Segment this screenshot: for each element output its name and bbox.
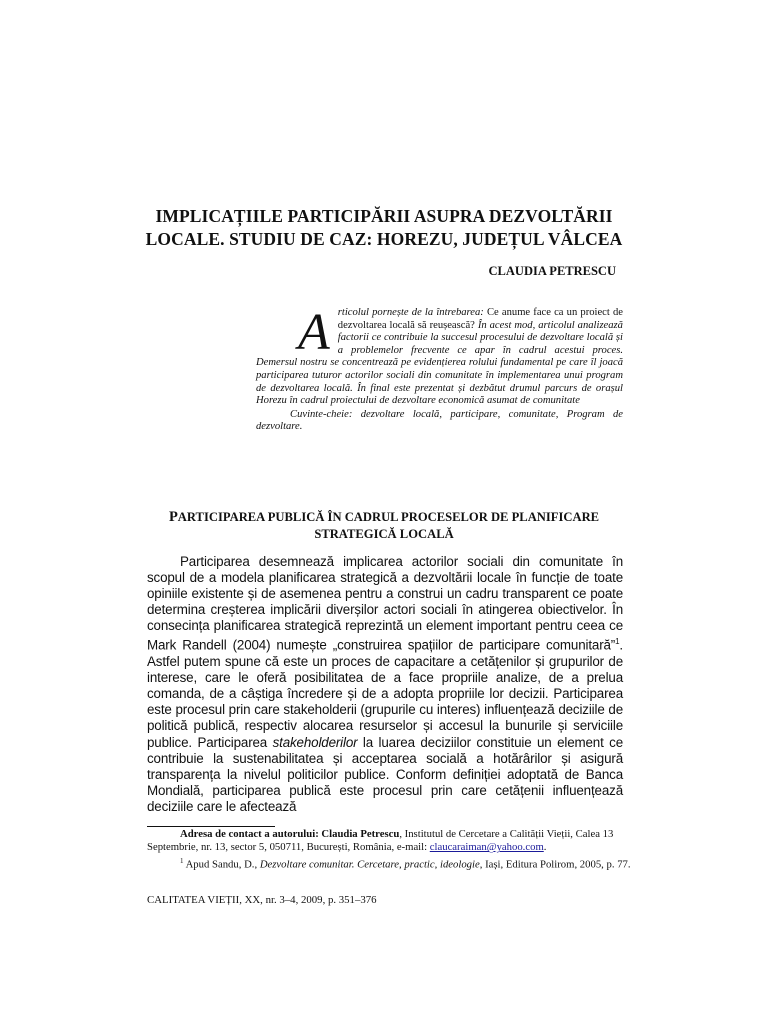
contact-name: Claudia Petrescu bbox=[321, 828, 400, 840]
section-heading bbox=[148, 509, 620, 543]
section-heading-initial: P bbox=[168, 509, 178, 525]
title-line-1: IMPLICAȚIILE PARTICIPĂRII ASUPRA DEZVOLTĂRII bbox=[155, 206, 613, 226]
body-part-2: . Astfel putem spune că este un proces de capacitare a cetățenilor și grupurilor de interese, care le oferă posibilitatea de a face propriile analize, de a prelua comanda, de a câștiga încredere și de a adopta propriile lor decizii. Participarea este procesul prin care stakeholderii (grupurile cu interes) influențează deciziile de politică publică, respectiv alocarea resurselor și accesul la bunurile și serviciile publice. Participarea bbox=[147, 637, 623, 750]
body-part-3: la luarea deciziilor constituie un element ce contribuie la sustenabilitatea și acceptarea socială a hotărârilor și asigură transparența la nivelul politicilor publice. Conform definiției adoptată de Banca Mondială, participarea publică este procesul prin care cetățenii influențează deciziile care le afectează bbox=[147, 734, 623, 814]
footnote-1 bbox=[147, 855, 639, 872]
contact-text: , Institutul de Cercetare a Calității Vieții, Calea 13 Septembrie, nr. 13, sector 5, 050711, București, România, e-mail: bbox=[147, 828, 614, 854]
footnotes bbox=[147, 828, 639, 872]
abstract-question: Ce anume face ca un proiect de dezvoltarea locală să reușească? bbox=[337, 307, 623, 331]
section-heading-line-2: STRATEGICĂ LOCALĂ bbox=[314, 527, 454, 541]
abstract-drop-cap: A bbox=[298, 304, 330, 361]
body-paragraph bbox=[147, 554, 623, 815]
contact-email-link[interactable]: claucaraiman@yahoo.com bbox=[429, 841, 544, 854]
footnote-1-title: Dezvoltare comunitar. Cercetare, practic, ideologie bbox=[259, 858, 480, 871]
footnote-1-number: 1 bbox=[180, 856, 184, 865]
author-name: CLAUDIA PETRESCU bbox=[488, 264, 616, 278]
footnote-1-suffix: , Iași, Editura Polirom, 2005, p. 77. bbox=[479, 858, 631, 871]
journal-citation: CALITATEA VIEȚII, XX, nr. 3–4, 2009, p. 351–376 bbox=[147, 894, 377, 906]
title-line-2: LOCALE. STUDIU DE CAZ: HOREZU, JUDEȚUL VÂLCEA bbox=[145, 229, 623, 249]
footnote-1-prefix: Apud Sandu, D., bbox=[183, 858, 260, 871]
article-title bbox=[110, 205, 658, 251]
footnote-reference[interactable]: 1 bbox=[615, 637, 620, 647]
abstract-text: În acest mod, articolul analizează factorii ce contribuie la succesul procesului de dezvoltare locală și a problemelor frecvente ce apar în cadrul acestui proces. Demersul nostru se concentrează pe evidențierea rolului fundamental pe care îl joacă participarea tuturor actorilor sociali din comunitate în implementarea unui program de dezvoltarea locală. În final este prezentat și dezbătut drumul parcurs de orașul Horezu în cadrul proiectului de dezvoltare economică asumat de comunitate bbox=[256, 319, 623, 407]
body-italic-term: stakeholderilor bbox=[272, 734, 358, 750]
contact-footnote: Adresa de contact a autorului: Claudia Petrescu, Institutul de Cercetare a Calității Vieții, Calea 13 Septembrie, nr. 13, sector 5, 050711, București, România, e-mail: claucaraiman@yahoo.com. bbox=[147, 828, 614, 854]
abstract-intro: rticolul pornește de la întrebarea: bbox=[337, 307, 487, 318]
section-heading-line-1: ARTICIPAREA PUBLICĂ ÎN CADRUL PROCESELOR DE PLANIFICARE bbox=[177, 510, 600, 524]
abstract bbox=[256, 304, 623, 434]
contact-label: Adresa de contact a autorului bbox=[180, 828, 316, 840]
footnote-divider bbox=[147, 826, 275, 827]
body-part-1: Participarea desemnează implicarea actorilor sociali din comunitate în scopul de a modela planificarea strategică a dezvoltării locale în funcție de toate opiniile existente și de asemenea pentru a construi un cadru transparent ce poate determina creșterea implicării diverșilor actori sociali în atingerea obiectivelor. În consecința planificarea strategică reprezintă un element important pentru ceea ce Mark Randell (2004) numește „construirea spațiilor de participare comunitară” bbox=[147, 554, 623, 653]
abstract-keywords: Cuvinte-cheie: dezvoltare locală, participare, comunitate, Program de dezvoltare. bbox=[256, 408, 623, 433]
